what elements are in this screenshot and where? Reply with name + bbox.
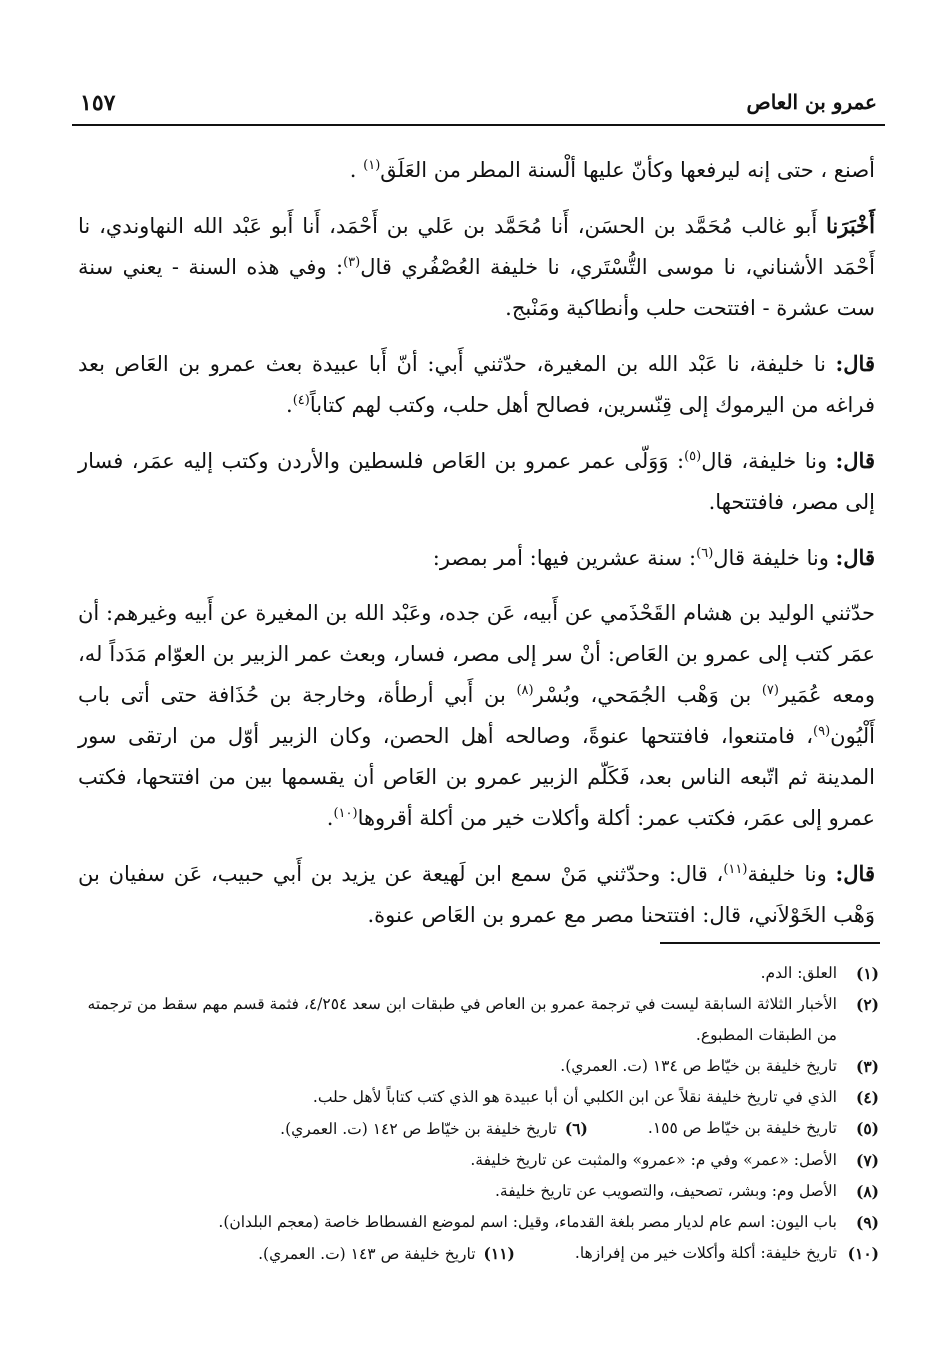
paragraph-text: ونا خليفة قال [713,546,836,570]
paragraph-tail: . [286,393,293,417]
footnote-number: (١١) [483,1244,515,1263]
footnote-ref[interactable]: (١١) [723,862,748,877]
footnote-number: (٤) [855,1088,879,1107]
paragraph-lead: قال: [835,545,875,570]
footnote-pair [78,1238,837,1270]
footnote-ref[interactable]: (٩) [813,724,831,739]
paragraph-tail: . [349,158,364,182]
footnote-ref[interactable]: (١) [363,158,381,173]
paragraph-text: أَبو غالب مُحَمَّد بن الحسَن، أَنا مُحَمَّد بن عَلي بن أَحْمَد، أَنا أَبو عَبْد الله النهاوندي، نا أَحْمَد الأشناني، نا موسى التُّسْتَري، نا خليفة العُصْفُري قال [78,214,876,279]
footnote-ref[interactable]: (٦) [696,546,714,561]
footnote-second [258,1238,515,1270]
header-rule [72,124,885,126]
footnote-ref[interactable]: (٣) [343,255,361,270]
footnotes [78,958,879,1270]
main-text [78,150,875,942]
paragraph-lead: قال: [835,448,875,473]
footnote-item [78,1051,879,1082]
footnote-item [78,1113,879,1145]
paragraph-text: ونا خليفة [747,862,836,886]
footnote-text: الأخبار الثلاثة السابقة ليست في ترجمة عمرو بن العاص في طبقات ابن سعد ٤/٢٥٤، فثمة قسم مهم سقط من ترجمته من الطبقات المطبوع. [87,995,837,1044]
footnote-text: تاريخ خليفة بن خيّاط ص ١٤٢ (ت. العمري). [280,1120,557,1138]
paragraph-2 [78,205,875,329]
footnote-number: (٩) [855,1213,879,1232]
footnote-number: (١٠) [847,1244,879,1263]
paragraph-lead: قال: [835,351,875,376]
footnote-number: (٦) [564,1119,588,1138]
footnote-text: تاريخ خليفة ص ١٤٣ (ت. العمري). [258,1245,476,1263]
footnote-ref[interactable]: (٤) [292,393,310,408]
footnote-text: الأصل وم: وبشر، تصحيف، والتصويب عن تاريخ خليفة. [494,1182,837,1200]
footnote-ref[interactable]: (٥) [684,449,702,464]
paragraph-7 [78,853,875,936]
paragraph-5 [78,537,875,579]
paragraph-text: ونا خليفة، قال [701,449,836,473]
footnote-text: باب اليون: اسم عام لديار مصر بلغة القدماء، وقيل: اسم لموضع الفسطاط خاصة (معجم البلدان). [218,1213,837,1231]
footnote-number: (٢) [855,995,879,1014]
footnote-item [78,1176,879,1207]
paragraph-text: حدّثني الوليد بن هشام القَحْذَمي عن أَبيه، عَن جده، وعَبْد الله بن المغيرة عن أَبيه وغيرهم: أن عمَر كتب إلى عمرو بن العَاص: أنْ سر إلى مصر، فسار، وبعث عمر الزبير بن العوّام مَدَداً له، ومعه عُمَير [78,601,875,707]
footnote-number: (٣) [855,1057,879,1076]
footnote-second [280,1113,588,1145]
footnote-number: (٨) [855,1182,879,1201]
footnote-pair [78,1113,837,1145]
page-number: ١٥٧ [80,90,116,116]
paragraph-lead: قال: [835,861,875,886]
footnote-item [78,1145,879,1176]
footnote-text: الأصل: «عمر» وفي م: «عمرو» والمثبت عن تاريخ خليفة. [470,1151,837,1169]
running-header [80,90,877,120]
footnote-item [78,989,879,1051]
paragraph-text: بن وَهْب الجُمَحي، وبُسْر [533,683,762,707]
footnote-item [78,958,879,989]
paragraph-text: ، فامتنعوا، فافتتحها عنوةً، وصالحه أهل الحصن، وكان الزبير أوّل من ارتقى سور المدينة ثم اتّبعه الناس بعد، فَكَلّم الزبير عمرو بن العَاص أن يقسمها بين من افتتحها، فكتب عمرو إلى عمَر، فكتب عمر: أكلة وأكلات خير من أكلة أقروها [78,724,875,830]
footnote-text: تاريخ خليفة: أكلة وأكلات خير من إفرازها. [574,1244,837,1262]
paragraph-tail: ، قال: وحدّثني مَنْ سمع ابن لَهيعة عن يزيد بن أَبي حبيب، عَن سفيان بن وَهْب الخَوْلاَني، قال: افتتحنا مصر مع عمرو بن العَاص عنوة. [78,862,875,927]
paragraph-tail: . [326,806,334,830]
footnote-text: تاريخ خليفة بن خيّاط ص ١٥٥. [647,1119,837,1137]
paragraph-text: نا خليفة، نا عَبْد الله بن المغيرة، حدّثني أَبي: أنّ أَبا عبيدة بعث عمرو بن العَاص بعد فراغه من اليرموك إلى قِنّسرين، فصالح أهل حلب، وكتب لهم كتاباً [78,352,875,417]
footnote-ref[interactable]: (٧) [761,683,779,698]
footnote-item [78,1082,879,1113]
paragraph-tail: : وَوَلّى عمر عمرو بن العَاص فلسطين والأردن وكتب إليه عمَر، فسار إلى مصر، فافتتحها. [78,449,875,514]
paragraph-6 [78,593,875,839]
paragraph-text: بن أَبي أرطأة، وخارجة بن حُذَافة حتى أتى باب أَلْيُون [78,683,875,748]
running-title: عمرو بن العاص [746,90,877,114]
paragraph-4 [78,440,875,523]
paragraph-3 [78,343,875,426]
paragraph-tail: : وفي هذه السنة - يعني سنة ست عشرة - افتتحت حلب وأنطاكية ومَنْبج. [78,255,875,320]
paragraph-text: أصنع ، حتى إنه ليرفعها وكأنّ عليها ألْسنة المطر من العَلَق [380,158,875,182]
footnote-ref[interactable]: (١٠) [333,806,358,821]
footnote-text: العلق: الدم. [760,964,837,982]
footnote-number: (٥) [855,1119,879,1138]
footnote-number: (١) [855,964,879,983]
footnote-item [78,1207,879,1238]
paragraph-1 [78,150,875,191]
paragraph-tail: : سنة عشرين فيها: أمر بمصر: [432,546,697,570]
footnote-separator [660,942,880,944]
paragraph-lead: أَخْبَرَنا [826,213,875,238]
footnote-number: (٧) [855,1151,879,1170]
footnote-text: تاريخ خليفة بن خيّاط ص ١٣٤ (ت. العمري). [560,1057,837,1075]
footnote-text: الذي في تاريخ خليفة نقلاً عن ابن الكلبي أن أبا عبيدة هو الذي كتب كتاباً لأهل حلب. [312,1088,837,1106]
footnote-ref[interactable]: (٨) [516,683,534,698]
footnote-item [78,1238,879,1270]
